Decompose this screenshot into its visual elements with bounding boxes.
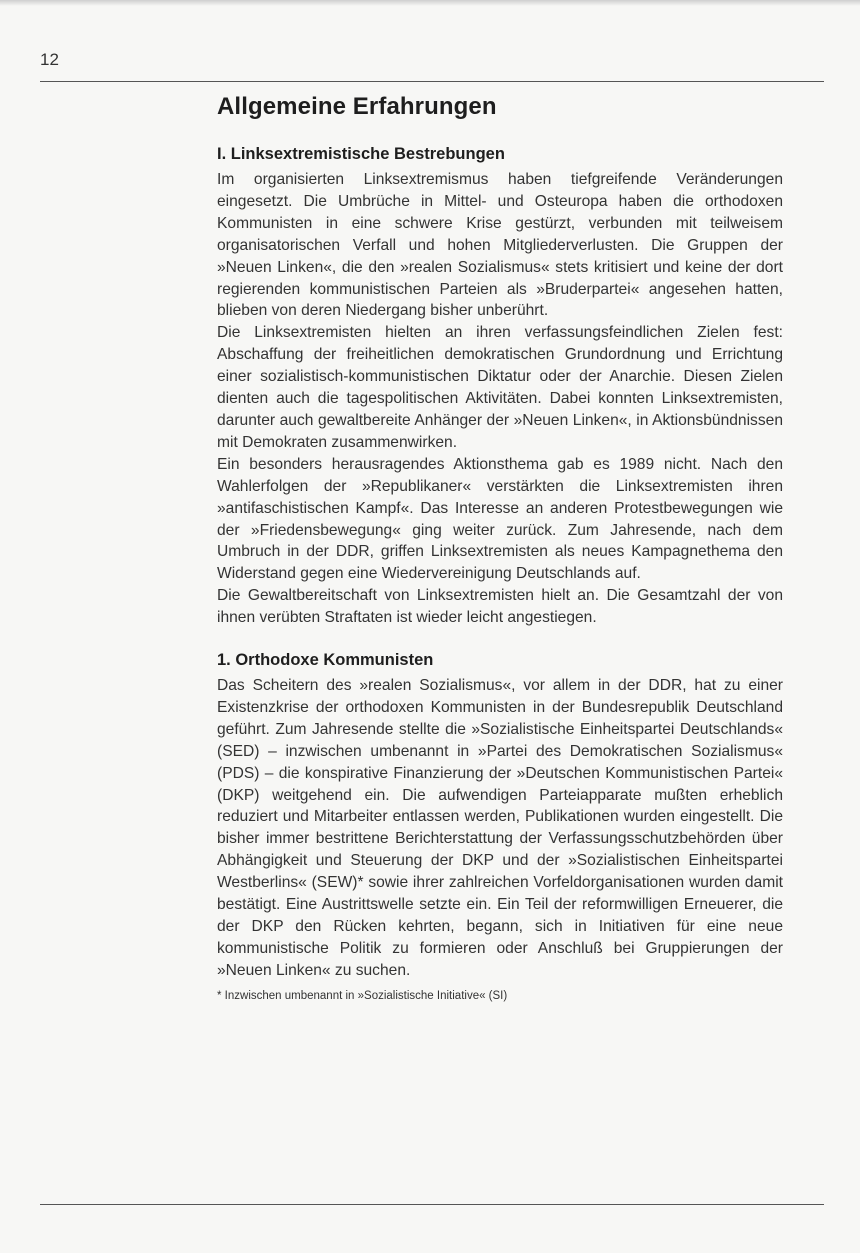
chapter-title: Allgemeine Erfahrungen: [217, 93, 497, 120]
section-linksextremistische-bestrebungen: [217, 145, 783, 629]
header-rule: [40, 81, 824, 82]
page-content: [217, 93, 783, 1002]
paragraph: Im organisierten Linksextremismus haben tiefgreifende Veränderungen eingesetzt. Die Umbrüche in Mittel- und Osteuropa haben die orthodoxen Kommunisten in eine schwere Krise gestürzt, verbunden mit teilweisem organisatorischen Verfall und hohen Mitgliederverlusten. Die Gruppen der »Neuen Linken«, die den »realen Sozialismus« stets kritisiert und keine der dort regierenden kommunistischen Parteien als »Bruderpartei« angesehen hatten, blieben von deren Niedergang bisher unberührt.: [217, 171, 783, 320]
paragraph: Die Linksextremisten hielten an ihren verfassungsfeindlichen Zielen fest: Abschaffung der freiheitlichen demokratischen Grundordnung und Errichtung einer sozialistisch-kommunistischen Diktatur oder der Anarchie. Diesen Zielen dienten auch die tagespolitischen Aktivitäten. Dabei konnten Linksextremisten, darunter auch gewaltbereite Anhänger der »Neuen Linken«, in Aktionsbündnissen mit Demokraten zusammenwirken.: [217, 324, 783, 451]
section-heading: 1. Orthodoxe Kommunisten: [217, 651, 434, 670]
footnote: * Inzwischen umbenannt in »Sozialistische Initiative« (SI): [217, 989, 508, 1002]
paragraph: Ein besonders herausragendes Aktionsthema gab es 1989 nicht. Nach den Wahlerfolgen der »Republikaner« verstärkten die Linksextremisten ihren »antifaschistischen Kampf«. Das Interesse an anderen Protestbewegungen wie der »Friedensbewegung« ging weiter zurück. Zum Jahresende, nach dem Umbruch in der DDR, griffen Linksextremisten als neues Kampagnethema den Widerstand gegen eine Wiedervereinigung Deutschlands auf.: [217, 455, 783, 583]
page-number: 12: [40, 50, 59, 69]
section-orthodoxe-kommunisten: [217, 651, 783, 982]
scan-edge-shade: [0, 0, 860, 6]
section-heading: I. Linksextremistische Bestrebungen: [217, 145, 505, 163]
footer-rule: [40, 1204, 824, 1205]
paragraph: Das Scheitern des »realen Sozialismus«, vor allem in der DDR, hat zu einer Existenzkrise der orthodoxen Kommunisten in der Bundesrepublik Deutschland geführt. Zum Jahresende stellte die »Sozialistische Einheitspartei Deutschlands« (SED) – inzwischen umbenannt in »Partei des Demokratischen Sozialismus« (PDS) – die konspirative Finanzierung der »Deutschen Kommunistischen Partei« (DKP) weitgehend ein. Die aufwendigen Parteiapparate mußten erheblich reduziert und Mitarbeiter entlassen werden, Publikationen wurden eingestellt. Die bisher immer bestrittene Berichterstattung der Verfassungsschutzbehörden über Abhängigkeit und Steuerung der DKP und der »Sozialistischen Einheitspartei Westberlins« (SEW)* sowie ihrer zahlreichen Vorfeldorganisationen wurden damit bestätigt. Eine Austrittswelle setzte ein. Ein Teil der reformwilligen Erneuerer, die der DKP den Rücken kehrten, begann, sich in Initiativen für eine neue kommunistische Politik zu formieren oder Anschluß bei Gruppierungen der »Neuen Linken« zu suchen.: [217, 677, 783, 979]
paragraph: Die Gewaltbereitschaft von Linksextremisten hielt an. Die Gesamtzahl der von ihnen verübten Straftaten ist wieder leicht angestiegen.: [217, 587, 783, 627]
